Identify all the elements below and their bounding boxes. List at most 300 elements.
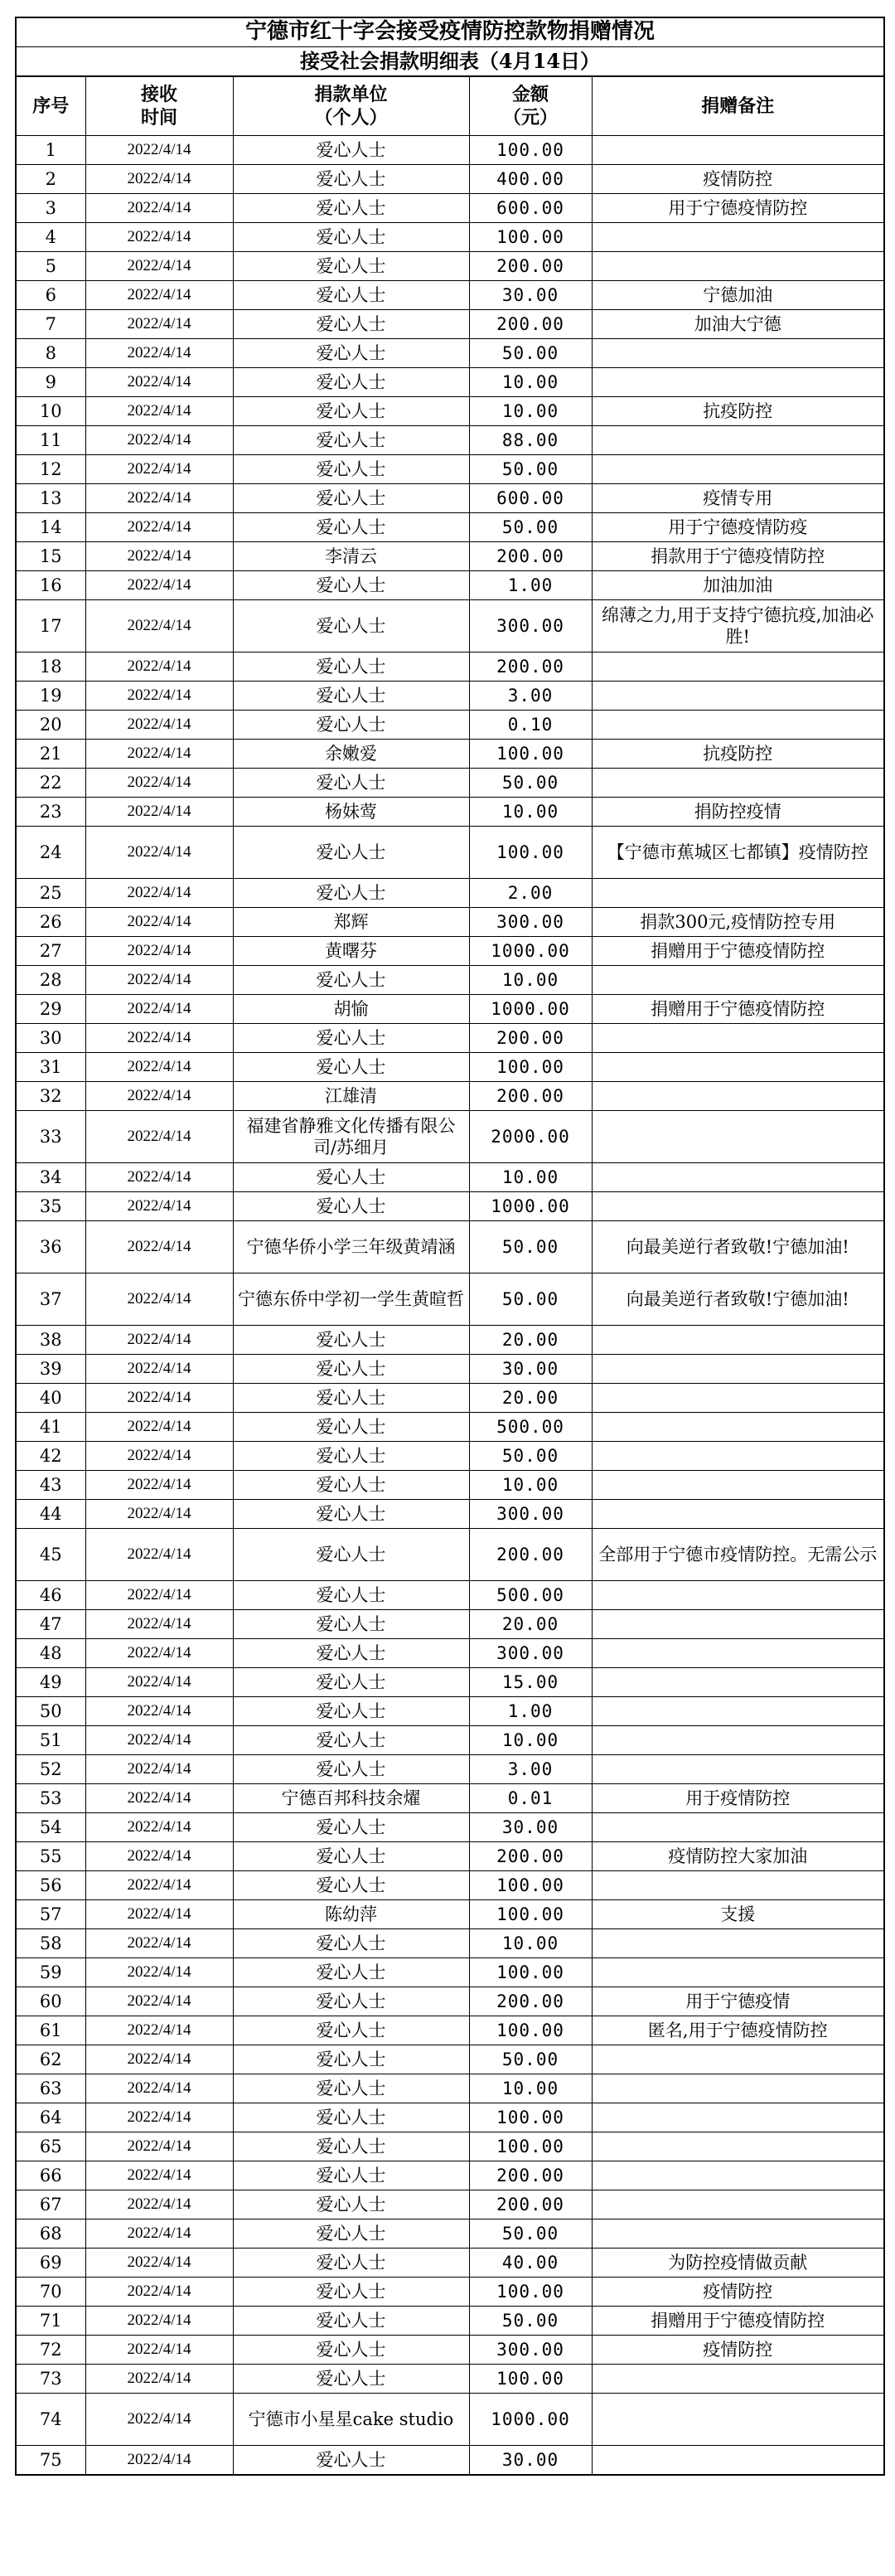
row-number-cell: 65 [16,2132,85,2161]
note-cell: 绵薄之力,用于支持宁德抗疫,加油必胜! [592,600,884,652]
row-number-cell: 38 [16,1326,85,1355]
receive-date-cell: 2022/4/14 [85,682,233,711]
receive-date-cell: 2022/4/14 [85,1755,233,1784]
amount-cell: 20.00 [469,1326,592,1355]
note-cell: 疫情专用 [592,484,884,513]
amount-cell: 50.00 [469,1442,592,1471]
table-row [16,426,884,455]
table-row [16,1024,884,1053]
receive-date-cell: 2022/4/14 [85,1784,233,1813]
note-cell [592,1697,884,1726]
amount-cell: 300.00 [469,908,592,937]
receive-date-cell: 2022/4/14 [85,966,233,995]
table-row [16,1221,884,1273]
table-row [16,1784,884,1813]
amount-cell: 50.00 [469,2307,592,2336]
note-cell [592,455,884,484]
amount-cell: 200.00 [469,1024,592,1053]
receive-date-cell: 2022/4/14 [85,223,233,252]
row-number-cell: 47 [16,1610,85,1639]
note-cell [592,1163,884,1192]
receive-date-cell: 2022/4/14 [85,711,233,740]
table-row [16,769,884,798]
receive-date-cell: 2022/4/14 [85,827,233,879]
receive-date-cell: 2022/4/14 [85,484,233,513]
amount-cell: 10.00 [469,798,592,827]
note-cell [592,368,884,397]
note-cell [592,1500,884,1529]
note-cell [592,966,884,995]
donor-cell: 爱心人士 [233,2446,469,2476]
row-number-cell: 7 [16,310,85,339]
table-row [16,571,884,600]
amount-cell: 300.00 [469,2336,592,2365]
donor-cell: 爱心人士 [233,1668,469,1697]
note-cell [592,2365,884,2394]
donor-cell: 杨妹莺 [233,798,469,827]
table-row [16,310,884,339]
amount-cell: 50.00 [469,1273,592,1326]
receive-date-cell: 2022/4/14 [85,1958,233,1987]
note-cell [592,1581,884,1610]
table-row [16,1413,884,1442]
table-row [16,1529,884,1581]
row-number-cell: 30 [16,1024,85,1053]
note-cell: 加油大宁德 [592,310,884,339]
donor-cell: 爱心人士 [233,310,469,339]
note-cell: 为防控疫情做贡献 [592,2249,884,2278]
donor-cell: 爱心人士 [233,1871,469,1900]
donor-cell: 江雄清 [233,1082,469,1111]
donor-cell: 爱心人士 [233,1500,469,1529]
amount-cell: 15.00 [469,1668,592,1697]
donor-cell: 爱心人士 [233,1163,469,1192]
amount-cell: 100.00 [469,2016,592,2045]
row-number-cell: 43 [16,1471,85,1500]
amount-cell: 88.00 [469,426,592,455]
receive-date-cell: 2022/4/14 [85,2307,233,2336]
row-number-cell: 36 [16,1221,85,1273]
table-row [16,711,884,740]
donor-cell: 爱心人士 [233,252,469,281]
donor-cell: 爱心人士 [233,2336,469,2365]
note-cell: 向最美逆行者致敬!宁德加油! [592,1221,884,1273]
amount-cell: 100.00 [469,740,592,769]
donor-cell: 爱心人士 [233,2074,469,2103]
row-number-cell: 12 [16,455,85,484]
donor-cell: 爱心人士 [233,1413,469,1442]
table-row [16,136,884,165]
amount-cell: 100.00 [469,1958,592,1987]
receive-date-cell: 2022/4/14 [85,1053,233,1082]
column-header-amount: 金额 （元） [469,76,592,136]
row-number-cell: 39 [16,1355,85,1384]
table-row [16,2307,884,2336]
donor-cell: 爱心人士 [233,339,469,368]
receive-date-cell: 2022/4/14 [85,368,233,397]
row-number-cell: 32 [16,1082,85,1111]
receive-date-cell: 2022/4/14 [85,1273,233,1326]
table-row [16,879,884,908]
receive-date-cell: 2022/4/14 [85,1813,233,1842]
receive-date-cell: 2022/4/14 [85,2016,233,2045]
amount-cell: 30.00 [469,1355,592,1384]
table-row [16,2365,884,2394]
receive-date-cell: 2022/4/14 [85,2132,233,2161]
table-row [16,1639,884,1668]
donor-cell: 爱心人士 [233,2219,469,2249]
amount-cell: 3.00 [469,1755,592,1784]
note-cell [592,1192,884,1221]
row-number-cell: 75 [16,2446,85,2476]
column-header-note: 捐赠备注 [592,76,884,136]
receive-date-cell: 2022/4/14 [85,455,233,484]
amount-cell: 0.10 [469,711,592,740]
donor-cell: 爱心人士 [233,2161,469,2190]
row-number-cell: 69 [16,2249,85,2278]
receive-date-cell: 2022/4/14 [85,2446,233,2476]
amount-cell: 30.00 [469,2446,592,2476]
receive-date-cell: 2022/4/14 [85,1471,233,1500]
donor-cell: 爱心人士 [233,2016,469,2045]
amount-cell: 300.00 [469,600,592,652]
amount-cell: 2.00 [469,879,592,908]
row-number-cell: 14 [16,513,85,542]
table-header-row [16,76,884,136]
receive-date-cell: 2022/4/14 [85,2219,233,2249]
table-row [16,1355,884,1384]
amount-cell: 300.00 [469,1639,592,1668]
table-row [16,165,884,194]
amount-cell: 200.00 [469,310,592,339]
note-cell [592,2161,884,2190]
row-number-cell: 22 [16,769,85,798]
receive-date-cell: 2022/4/14 [85,2074,233,2103]
table-row [16,2190,884,2219]
table-row [16,1581,884,1610]
table-row [16,1813,884,1842]
table-row [16,798,884,827]
table-row [16,937,884,966]
amount-cell: 50.00 [469,769,592,798]
note-cell [592,2394,884,2446]
amount-cell: 200.00 [469,2161,592,2190]
amount-cell: 500.00 [469,1413,592,1442]
donor-cell: 爱心人士 [233,1987,469,2016]
table-row [16,2336,884,2365]
amount-cell: 200.00 [469,652,592,682]
amount-cell: 2000.00 [469,1111,592,1163]
donor-cell: 爱心人士 [233,2278,469,2307]
row-number-cell: 50 [16,1697,85,1726]
row-number-cell: 45 [16,1529,85,1581]
amount-cell: 200.00 [469,1842,592,1871]
amount-cell: 0.01 [469,1784,592,1813]
row-number-cell: 31 [16,1053,85,1082]
row-number-cell: 58 [16,1929,85,1958]
amount-cell: 100.00 [469,2132,592,2161]
table-row [16,682,884,711]
row-number-cell: 53 [16,1784,85,1813]
table-row [16,1326,884,1355]
receive-date-cell: 2022/4/14 [85,1082,233,1111]
row-number-cell: 8 [16,339,85,368]
row-number-cell: 70 [16,2278,85,2307]
amount-cell: 600.00 [469,484,592,513]
donor-cell: 陈幼萍 [233,1900,469,1929]
table-row [16,368,884,397]
donor-cell: 爱心人士 [233,2190,469,2219]
amount-cell: 1000.00 [469,1192,592,1221]
row-number-cell: 6 [16,281,85,310]
row-number-cell: 4 [16,223,85,252]
donor-cell: 爱心人士 [233,682,469,711]
donor-cell: 爱心人士 [233,652,469,682]
row-number-cell: 68 [16,2219,85,2249]
donor-cell: 爱心人士 [233,879,469,908]
receive-date-cell: 2022/4/14 [85,513,233,542]
amount-cell: 30.00 [469,281,592,310]
amount-cell: 30.00 [469,1813,592,1842]
table-row [16,2446,884,2476]
donation-sheet [15,17,885,2476]
donor-cell: 爱心人士 [233,2132,469,2161]
note-cell [592,339,884,368]
table-row [16,2394,884,2446]
donor-cell: 爱心人士 [233,1726,469,1755]
amount-cell: 200.00 [469,1987,592,2016]
donor-cell: 李清云 [233,542,469,571]
receive-date-cell: 2022/4/14 [85,165,233,194]
table-row [16,740,884,769]
amount-cell: 200.00 [469,252,592,281]
note-cell: 【宁德市蕉城区七都镇】疫情防控 [592,827,884,879]
receive-date-cell: 2022/4/14 [85,2103,233,2132]
amount-cell: 10.00 [469,2074,592,2103]
note-cell: 用于宁德疫情 [592,1987,884,2016]
note-cell: 捐款300元,疫情防控专用 [592,908,884,937]
table-row [16,600,884,652]
note-cell [592,1610,884,1639]
receive-date-cell: 2022/4/14 [85,1581,233,1610]
row-number-cell: 5 [16,252,85,281]
receive-date-cell: 2022/4/14 [85,2394,233,2446]
donor-cell: 爱心人士 [233,1842,469,1871]
amount-cell: 50.00 [469,339,592,368]
amount-cell: 200.00 [469,1529,592,1581]
donor-cell: 爱心人士 [233,827,469,879]
table-row [16,1668,884,1697]
note-cell: 抗疫防控 [592,740,884,769]
note-cell: 疫情防控 [592,2278,884,2307]
receive-date-cell: 2022/4/14 [85,194,233,223]
table-row [16,1082,884,1111]
table-row [16,652,884,682]
amount-cell: 100.00 [469,2365,592,2394]
donor-cell: 宁德市小星星cake studio [233,2394,469,2446]
row-number-cell: 15 [16,542,85,571]
row-number-cell: 46 [16,1581,85,1610]
table-row [16,1442,884,1471]
donor-cell: 爱心人士 [233,281,469,310]
note-cell: 捐赠用于宁德疫情防控 [592,995,884,1024]
row-number-cell: 57 [16,1900,85,1929]
page-title: 宁德市红十字会接受疫情防控款物捐赠情况 [17,18,883,47]
amount-cell: 20.00 [469,1384,592,1413]
table-row [16,194,884,223]
table-row [16,1471,884,1500]
row-number-cell: 28 [16,966,85,995]
note-cell [592,682,884,711]
amount-cell: 100.00 [469,136,592,165]
table-row [16,995,884,1024]
note-cell [592,711,884,740]
note-cell [592,1384,884,1413]
receive-date-cell: 2022/4/14 [85,1929,233,1958]
receive-date-cell: 2022/4/14 [85,310,233,339]
table-row [16,1755,884,1784]
note-cell [592,136,884,165]
receive-date-cell: 2022/4/14 [85,908,233,937]
receive-date-cell: 2022/4/14 [85,1726,233,1755]
table-row [16,542,884,571]
amount-cell: 1000.00 [469,937,592,966]
row-number-cell: 67 [16,2190,85,2219]
amount-cell: 50.00 [469,455,592,484]
table-row [16,1192,884,1221]
donor-cell: 爱心人士 [233,368,469,397]
row-number-cell: 3 [16,194,85,223]
amount-cell: 100.00 [469,2278,592,2307]
table-row [16,1871,884,1900]
row-number-cell: 42 [16,1442,85,1471]
row-number-cell: 48 [16,1639,85,1668]
table-row [16,1273,884,1326]
table-row [16,1987,884,2016]
row-number-cell: 26 [16,908,85,937]
row-number-cell: 63 [16,2074,85,2103]
amount-cell: 100.00 [469,827,592,879]
receive-date-cell: 2022/4/14 [85,1610,233,1639]
table-row [16,2219,884,2249]
row-number-cell: 61 [16,2016,85,2045]
note-cell [592,1639,884,1668]
note-cell: 捐防控疫情 [592,798,884,827]
receive-date-cell: 2022/4/14 [85,1384,233,1413]
row-number-cell: 1 [16,136,85,165]
table-row [16,2278,884,2307]
table-row [16,2074,884,2103]
row-number-cell: 41 [16,1413,85,1442]
receive-date-cell: 2022/4/14 [85,339,233,368]
donor-cell: 黄曙芬 [233,937,469,966]
receive-date-cell: 2022/4/14 [85,2365,233,2394]
table-row [16,252,884,281]
row-number-cell: 29 [16,995,85,1024]
donor-cell: 爱心人士 [233,1192,469,1221]
donor-cell: 爱心人士 [233,571,469,600]
title-block [15,17,885,75]
amount-cell: 40.00 [469,2249,592,2278]
note-cell [592,2045,884,2074]
receive-date-cell: 2022/4/14 [85,571,233,600]
note-cell [592,1413,884,1442]
table-row [16,1610,884,1639]
row-number-cell: 66 [16,2161,85,2190]
donor-cell: 爱心人士 [233,1471,469,1500]
table-row [16,2249,884,2278]
table-row [16,2161,884,2190]
note-cell: 匿名,用于宁德疫情防控 [592,2016,884,2045]
receive-date-cell: 2022/4/14 [85,1163,233,1192]
note-cell: 用于疫情防控 [592,1784,884,1813]
receive-date-cell: 2022/4/14 [85,1192,233,1221]
receive-date-cell: 2022/4/14 [85,600,233,652]
row-number-cell: 18 [16,652,85,682]
receive-date-cell: 2022/4/14 [85,252,233,281]
amount-cell: 10.00 [469,368,592,397]
receive-date-cell: 2022/4/14 [85,136,233,165]
donor-cell: 爱心人士 [233,397,469,426]
receive-date-cell: 2022/4/14 [85,281,233,310]
note-cell [592,1442,884,1471]
receive-date-cell: 2022/4/14 [85,1529,233,1581]
row-number-cell: 34 [16,1163,85,1192]
row-number-cell: 59 [16,1958,85,1987]
receive-date-cell: 2022/4/14 [85,769,233,798]
receive-date-cell: 2022/4/14 [85,1111,233,1163]
row-number-cell: 9 [16,368,85,397]
table-row [16,281,884,310]
table-row [16,1842,884,1871]
row-number-cell: 64 [16,2103,85,2132]
donor-cell: 郑辉 [233,908,469,937]
donor-cell: 爱心人士 [233,455,469,484]
note-cell [592,1755,884,1784]
amount-cell: 100.00 [469,1871,592,1900]
amount-cell: 20.00 [469,1610,592,1639]
table-row [16,827,884,879]
row-number-cell: 24 [16,827,85,879]
donor-cell: 胡愉 [233,995,469,1024]
receive-date-cell: 2022/4/14 [85,2161,233,2190]
donor-cell: 爱心人士 [233,1326,469,1355]
note-cell [592,769,884,798]
row-number-cell: 60 [16,1987,85,2016]
donor-cell: 宁德华侨小学三年级黄靖涵 [233,1221,469,1273]
donor-cell: 爱心人士 [233,194,469,223]
table-row [16,2103,884,2132]
donor-cell: 爱心人士 [233,1639,469,1668]
note-cell [592,1053,884,1082]
receive-date-cell: 2022/4/14 [85,1900,233,1929]
receive-date-cell: 2022/4/14 [85,2336,233,2365]
row-number-cell: 10 [16,397,85,426]
donor-cell: 爱心人士 [233,1755,469,1784]
donor-cell: 爱心人士 [233,2307,469,2336]
table-row [16,1697,884,1726]
note-cell: 全部用于宁德市疫情防控。无需公示 [592,1529,884,1581]
row-number-cell: 21 [16,740,85,769]
amount-cell: 200.00 [469,542,592,571]
note-cell [592,2103,884,2132]
donor-cell: 福建省静雅文化传播有限公司/苏细月 [233,1111,469,1163]
row-number-cell: 71 [16,2307,85,2336]
receive-date-cell: 2022/4/14 [85,1024,233,1053]
amount-cell: 10.00 [469,1929,592,1958]
table-row [16,908,884,937]
donor-cell: 爱心人士 [233,1384,469,1413]
